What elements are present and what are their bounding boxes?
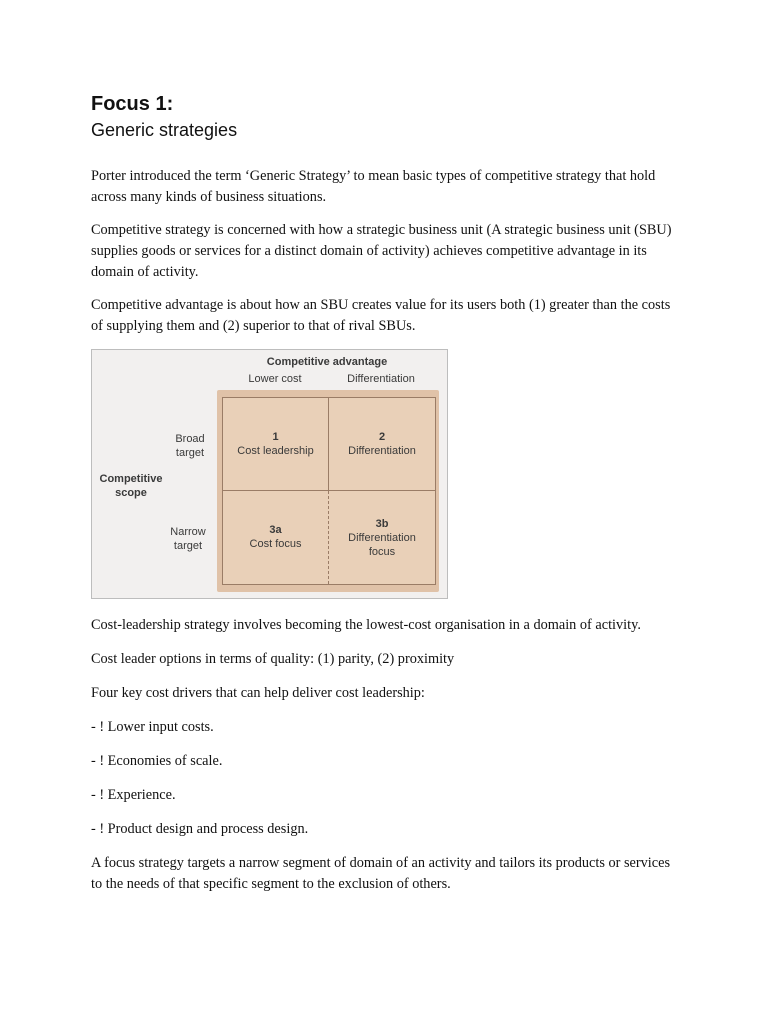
cell-differentiation	[329, 398, 435, 491]
page-subtitle: Generic strategies	[91, 120, 238, 140]
row-header-narrow-target	[158, 525, 218, 553]
cell-cost-focus	[223, 491, 329, 584]
row-header-broad-line2: target	[175, 447, 205, 459]
paragraph-intro: Porter introduced the term ‘Generic Strategy’ to mean basic types of competitive strategy that hold across many kinds of business situations.	[91, 168, 656, 205]
column-header-lower-cost: Lower cost	[248, 373, 302, 385]
row-header-narrow-line2: target	[173, 540, 203, 552]
paragraph-competitive-advantage: Competitive advantage is about how an SBU creates value for its users both (1) greater than the costs of supplying them and (2) superior to that of rival SBUs.	[91, 297, 671, 334]
row-header-broad-line1: Broad	[175, 433, 205, 445]
paragraph-quality-options: Cost leader options in terms of quality: (1) parity, (2) proximity	[91, 651, 455, 667]
paragraph-competitive-strategy: Competitive strategy is concerned with how a strategic business unit (A strategic business unit (SBU) supplies goods or services for a distinct domain of activity) achieves competitive advantage in its domain of activity.	[91, 222, 672, 280]
cell-3b-label-line2: focus	[368, 546, 396, 558]
strategy-matrix	[222, 397, 436, 585]
cell-cost-leadership	[223, 398, 329, 491]
column-header-differentiation: Differentiation	[347, 373, 415, 385]
cell-2-number: 2	[378, 431, 386, 443]
list-item: - ! Lower input costs.	[91, 719, 214, 735]
list-item: - ! Experience.	[91, 787, 176, 803]
paragraph-cost-leadership: Cost-leadership strategy involves becoming the lowest-cost organisation in a domain of activity.	[91, 617, 641, 633]
cell-differentiation-focus	[329, 491, 435, 584]
cell-3a-number: 3a	[269, 524, 282, 536]
figure-title: Competitive advantage	[266, 356, 388, 368]
generic-strategies-figure	[91, 349, 448, 599]
cell-2-label: Differentiation	[348, 445, 416, 457]
scope-line1: Competitive	[99, 473, 163, 485]
row-header-narrow-line1: Narrow	[170, 526, 206, 538]
scope-line2: scope	[115, 487, 147, 499]
row-header-broad-target	[160, 432, 220, 460]
cell-3b-label-line1: Differentiation	[348, 532, 416, 544]
cell-1-number: 1	[272, 431, 279, 443]
page-title: Focus 1:	[91, 93, 174, 115]
document-page	[91, 92, 681, 895]
cell-3a-label: Cost focus	[249, 538, 302, 550]
cell-3b-number: 3b	[375, 518, 389, 530]
list-item: - ! Product design and process design.	[91, 821, 309, 837]
cell-1-label: Cost leadership	[237, 445, 314, 457]
strategy-matrix-frame	[217, 390, 439, 592]
competitive-scope-label	[96, 472, 166, 500]
paragraph-cost-drivers-intro: Four key cost drivers that can help deliver cost leadership:	[91, 685, 425, 701]
list-item: - ! Economies of scale.	[91, 753, 223, 769]
paragraph-focus-strategy: A focus strategy targets a narrow segment of domain of an activity and tailors its products or services to the needs of that specific segment to the exclusion of others.	[91, 855, 671, 892]
